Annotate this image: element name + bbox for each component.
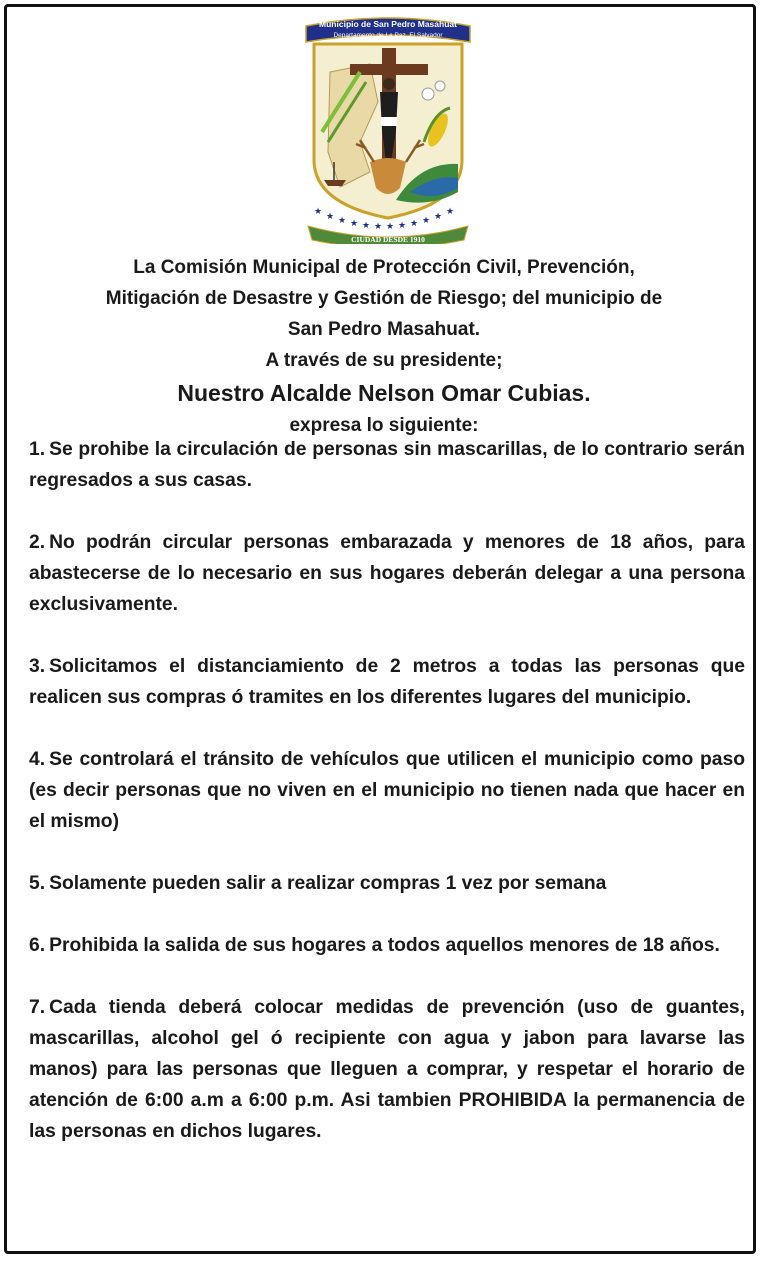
item-number: 2. (29, 532, 46, 553)
item-text: No podrán circular personas embarazada y menores de 18 años, para abastecerse de lo necesario en sus hogares deberán delegar a una persona exclusivamente. (29, 532, 745, 615)
list-item (29, 527, 745, 620)
header-line-3: San Pedro Masahuat. (287, 319, 481, 340)
mayor-name: Nuestro Alcalde Nelson Omar Cubias. (177, 380, 591, 406)
item-number: 5. (29, 873, 46, 894)
list-item (29, 651, 745, 713)
seal-ribbon-text: CIUDAD DESDE 1910 (351, 235, 425, 244)
item-text: Se controlará el tránsito de vehículos que utilicen el municipio como paso (es decir personas que no viven en el municipio no tienen nada que hacer en el mismo) (29, 749, 745, 832)
item-text: Se prohibe la circulación de personas sin mascarillas, de lo contrario serán regresados a sus casas. (29, 439, 745, 491)
header-block (20, 252, 748, 441)
svg-text:★: ★ (422, 216, 431, 226)
svg-text:★: ★ (350, 219, 359, 229)
list-item (29, 868, 745, 899)
header-line-1: La Comisión Municipal de Protección Civil, Prevención, (133, 257, 635, 278)
header-line-4: A través de su presidente; (265, 350, 503, 371)
item-text: Solicitamos el distanciamiento de 2 metros a todas las personas que realicen sus compras ó tramites en los diferentes lugares del municipio. (29, 656, 745, 708)
item-text: Solamente pueden salir a realizar compras 1 vez por semana (49, 873, 607, 894)
item-number: 4. (29, 749, 46, 770)
item-number: 7. (29, 997, 46, 1018)
item-number: 6. (29, 935, 46, 956)
measures-list (29, 434, 745, 1178)
svg-text:★: ★ (314, 207, 323, 217)
seal-banner-line2: Departamento de La Paz, El Salvador (333, 32, 443, 39)
list-item (29, 744, 745, 837)
header-line-2: Mitigación de Desastre y Gestión de Riesgo; del municipio de (105, 288, 663, 309)
svg-text:★: ★ (362, 221, 371, 231)
list-item (29, 930, 745, 961)
list-item (29, 992, 745, 1147)
item-text: Prohibida la salida de sus hogares a todos aquellos menores de 18 años. (49, 935, 720, 956)
svg-text:★: ★ (398, 221, 407, 231)
svg-text:★: ★ (434, 212, 443, 222)
municipal-seal (300, 12, 476, 244)
header-line-6: expresa lo siguiente: (289, 415, 479, 436)
svg-text:★: ★ (374, 222, 383, 232)
svg-text:★: ★ (446, 207, 455, 217)
seal-banner-line1: Municipio de San Pedro Masahuat (319, 19, 457, 29)
svg-text:★: ★ (410, 219, 419, 229)
svg-text:★: ★ (386, 222, 395, 232)
item-number: 1. (29, 439, 46, 460)
svg-text:★: ★ (338, 216, 347, 226)
item-text: Cada tienda deberá colocar medidas de prevención (uso de guantes, mascarillas, alcohol gel ó recipiente con agua y jabon para lavarse las manos) para las personas que lleguen a comprar, y respetar el horario de atención de 6:00 a.m a 6:00 p.m. Asi tambien PROHIBIDA la permanencia de las personas en dichos lugares. (29, 997, 745, 1142)
list-item (29, 434, 745, 496)
svg-text:★: ★ (326, 212, 335, 222)
item-number: 3. (29, 656, 46, 677)
